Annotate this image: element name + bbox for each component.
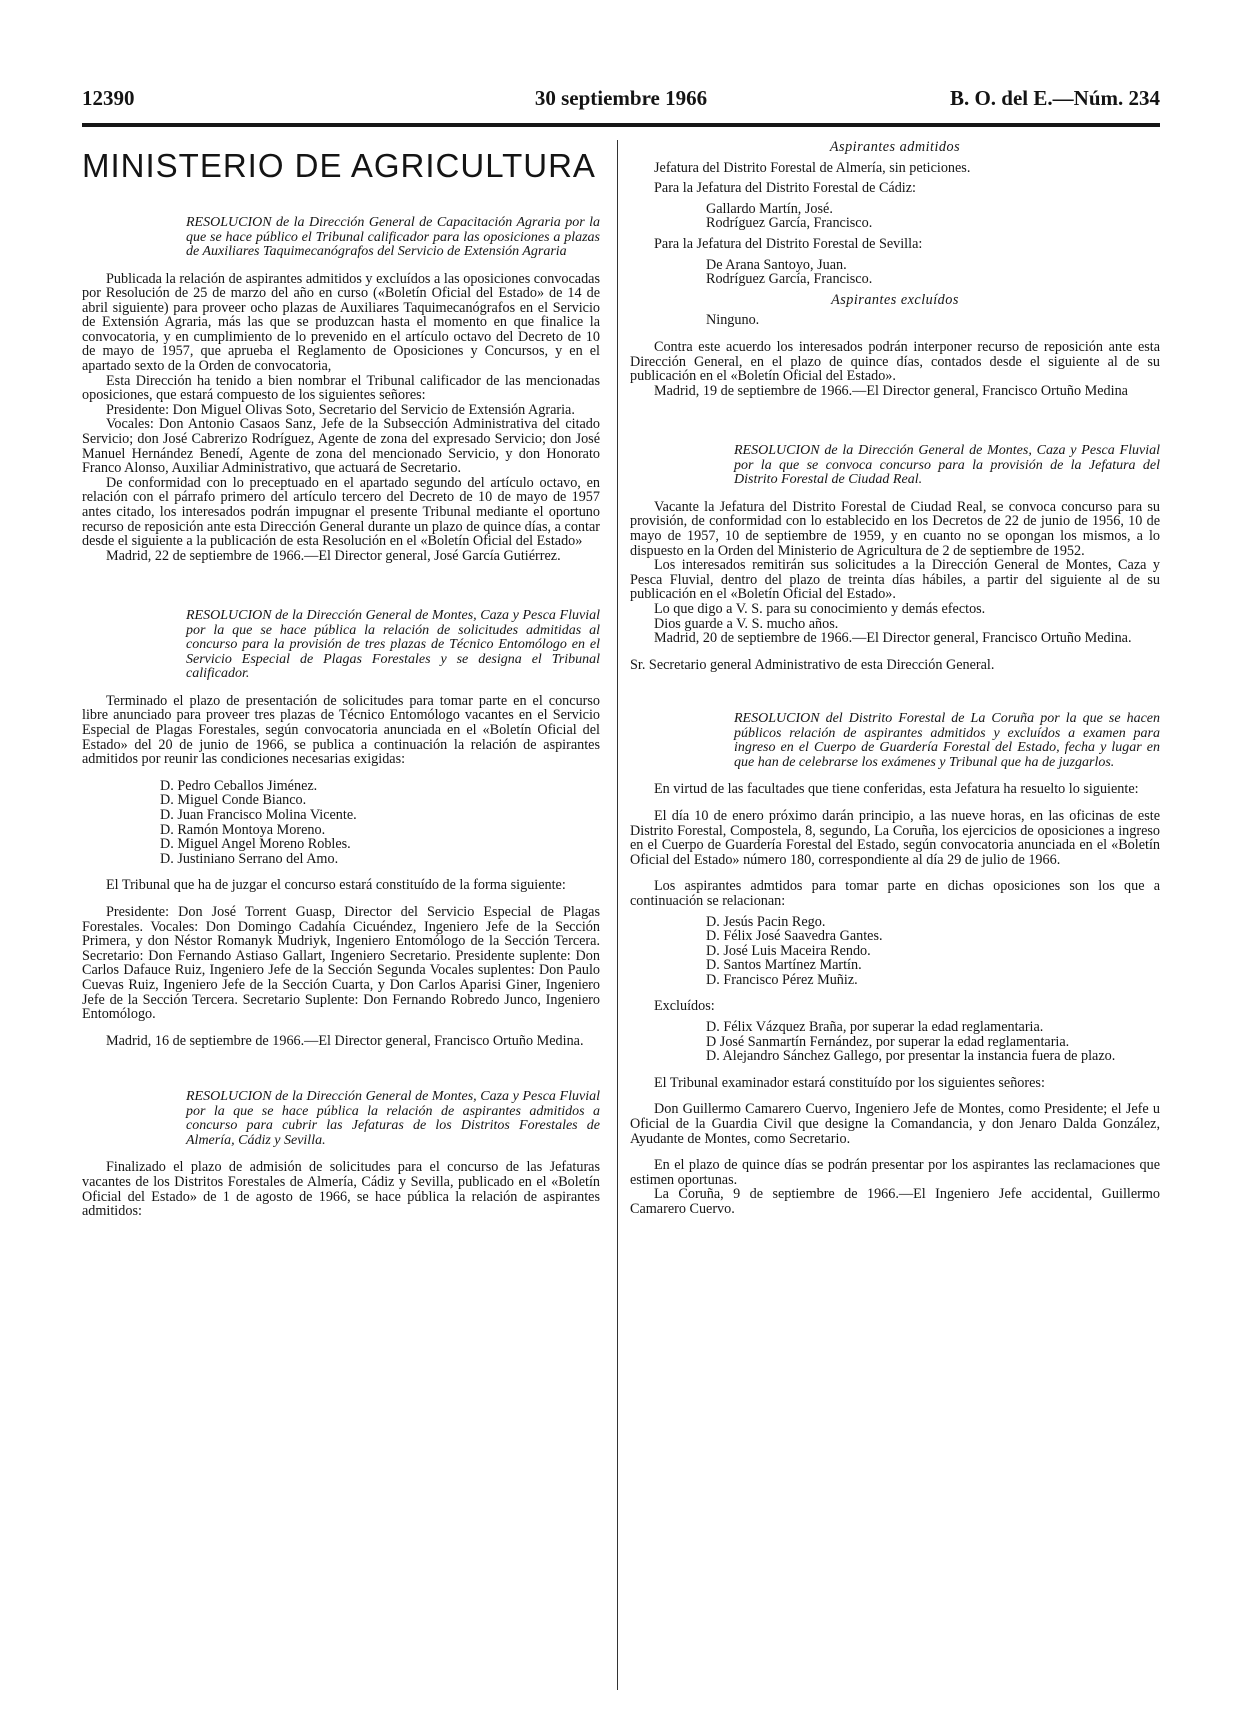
list-item: D. Justiniano Serrano del Amo. [160, 850, 339, 867]
paragraph: De conformidad con lo preceptuado en el apartado segundo del artículo octavo, en relación con el párrafo primero del artículo tercero del Decreto de 10 de mayo de 1957 antes citado, los interesados podrán impugnar el presente Tribunal mediante el oportuno recurso de reposición ante esta Dirección General durante un plazo de quince días, a contar desde el siguiente a la publicación de esta Resolución en el «Boletín Oficial del Estado» [82, 474, 600, 550]
list-item: D José Sanmartín Fernández, por superar la edad reglamentaria. [706, 1033, 1070, 1050]
list-item: De Arana Santoyo, Juan. [706, 256, 847, 273]
paragraph: Lo que digo a V. S. para su conocimiento y demás efectos. [654, 600, 986, 617]
paragraph: El día 10 de enero próximo darán principio, a las nueve horas, en las oficinas de este Distrito Forestal, Compostela, 8, segundo, La Coruña, los ejercicios de oposiciones a ingreso en el Cuerpo de Guardería Forestal del Estado, según convocatoria anunciada en el «Boletín Oficial del Estado» número 180, correspondiente al día 29 de julio de 1966. [630, 807, 1160, 868]
list-item: D. Alejandro Sánchez Gallego, por presentar la instancia fuera de plazo. [706, 1048, 1116, 1065]
list-item: D. José Luis Maceira Rendo. [706, 942, 871, 959]
paragraph: Vocales: Don Antonio Casaos Sanz, Jefe de la Subsección Administrativa del citado Servicio; don José Cabrerizo Rodríguez, Agente de zona del expresado Servicio; don José Manuel Hernández Benedí, Agente de zona del mencionado Servicio, y don Honorato Franco Alonso, Auxiliar Administrativo, que actuará de Secretario. [82, 416, 600, 477]
column-divider [617, 140, 618, 1690]
paragraph: Los aspirantes admtidos para tomar parte en dichas oposiciones son los que a continuación se relacionan: [630, 878, 1160, 909]
addressee-line: Sr. Secretario general Administrativo de esta Dirección General. [630, 656, 995, 673]
paragraph: Ninguno. [706, 312, 760, 329]
list-item: D. Félix Vázquez Braña, por superar la edad reglamentaria. [706, 1019, 1044, 1036]
paragraph: En virtud de las facultades que tiene conferidas, esta Jefatura ha resuelto lo siguiente: [654, 781, 1139, 798]
candidate-list [706, 258, 1160, 287]
paragraph: Jefatura del Distrito Forestal de Almería, sin peticiones. [654, 159, 971, 176]
list-item: Rodríguez García, Francisco. [706, 271, 873, 288]
list-item: D. Miguel Conde Bianco. [160, 792, 307, 809]
paragraph: Los interesados remitirán sus solicitudes a la Dirección General de Montes, Caza y Pesca Fluvial, dentro del plazo de treinta días hábiles, a partir del siguiente al de su publicación en el «Boletín Oficial del Estado». [630, 557, 1160, 603]
paragraph: Vacante la Jefatura del Distrito Forestal de Ciudad Real, se convoca concurso para su provisión, de conformidad con lo establecido en los Decretos de 22 de junio de 1956, 10 de mayo de 1957, 10 de septiembre de 1959, y en cuanto no se opongan los mismos, a lo dispuesto en la Orden del Ministerio de Agricultura de 2 de septiembre de 1952. [630, 498, 1160, 559]
resolution-heading: RESOLUCION de la Dirección General de Montes, Caza y Pesca Fluvial por la que se hace pública la relación de aspirantes admitidos a concurso para cubrir las Jefaturas de los Distritos Forestales de Almería, Cádiz y Sevilla. [186, 1089, 600, 1148]
paragraph: Contra este acuerdo los interesados podrán interponer recurso de reposición ante esta Dirección General, en el plazo de quince días, contados desde el siguiente al de su publicación en el «Boletín Oficial del Estado». [630, 338, 1160, 385]
admitted-list [706, 915, 1160, 988]
signature-line: Madrid, 16 de septiembre de 1966.—El Director general, Francisco Ortuño Medina. [106, 1032, 584, 1049]
list-item: D. Ramón Montoya Moreno. [160, 821, 326, 838]
paragraph: Dios guarde a V. S. mucho años. [654, 615, 839, 632]
paragraph: En el plazo de quince días se podrán presentar por los aspirantes las reclamaciones que estimen oportunas. [630, 1157, 1160, 1188]
list-item: D. Santos Martínez Martín. [706, 957, 862, 974]
list-item: Rodríguez García, Francisco. [706, 215, 873, 232]
candidate-list [706, 202, 1160, 231]
resolution-heading: RESOLUCION de la Dirección General de Montes, Caza y Pesca Fluvial por la que se hace pública la relación de solicitudes admitidas al concurso para la provisión de tres plazas de Técnico Entomólogo en el Servicio Especial de Plagas Forestales y se designa el Tribunal calificador. [186, 608, 600, 682]
excluded-list [706, 1020, 1160, 1064]
signature-line: Madrid, 22 de septiembre de 1966.—El Director general, José García Gutiérrez. [106, 547, 561, 564]
paragraph: Finalizado el plazo de admisión de solicitudes para el concurso de las Jefaturas vacantes de los Distritos Forestales de Almería, Cádiz y Sevilla, publicado en el «Boletín Oficial del Estado» de 1 de agosto de 1966, se hace pública la relación de aspirantes admitidos: [82, 1159, 600, 1220]
paragraph: Esta Dirección ha tenido a bien nombrar el Tribunal calificador de las mencionadas oposiciones, que estará compuesto de los siguientes señores: [82, 372, 600, 404]
paragraph: El Tribunal que ha de juzgar el concurso estará constituído de la forma siguiente: [106, 877, 566, 894]
list-item: D. Miguel Angel Moreno Robles. [160, 836, 351, 853]
left-column [82, 140, 600, 1219]
list-item: D. Jesús Pacin Rego. [706, 913, 826, 930]
right-column [630, 140, 1160, 1217]
signature-line: La Coruña, 9 de septiembre de 1966.—El Ingeniero Jefe accidental, Guillermo Camarero Cuervo. [630, 1186, 1160, 1217]
paragraph: El Tribunal examinador estará constituído por los siguientes señores: [654, 1074, 1045, 1091]
list-item: D. Francisco Pérez Muñiz. [706, 971, 858, 988]
list-item: D. Félix José Saavedra Gantes. [706, 928, 883, 945]
bulletin-number: B. O. del E.—Núm. 234 [949, 86, 1160, 110]
resolution-heading: RESOLUCION de la Dirección General de Capacitación Agraria por la que se hace público el Tribunal calificador para las oposiciones a plazas de Auxiliares Taquimecanógrafos del Servicio de Extensión Agraria [186, 215, 600, 259]
ministry-title: MINISTERIO DE AGRICULTURA [82, 147, 596, 184]
page-header [82, 86, 1160, 120]
paragraph: Terminado el plazo de presentación de solicitudes para tomar parte en el concurso libre anunciado para proveer tres plazas de Técnico Entomólogo vacantes en el Servicio Especial de Plagas Forestales, según convocatoria anunciada en el «Boletín Oficial del Estado» del 20 de junio de 1966, se publica a continuación la relación de aspirantes admitidos por reunir las condiciones necesarias exigidas: [82, 692, 600, 768]
issue-date: 30 septiembre 1966 [534, 86, 708, 110]
paragraph: Presidente: Don José Torrent Guasp, Director del Servicio Especial de Plagas Forestales. Vocales: Don Domingo Cadahía Cicuéndez, Ingeniero Jefe de la Sección Primera, y don Néstor Romanyk Mudriyk, Ingeniero Entomólogo de la Sección Tercera. Secretario: Don Fernando Astiaso Gallart, Ingeniero Secretario. Presidente suplente: Don Carlos Dafauce Ruiz, Ingeniero Jefe de la Sección Segunda Vocales suplentes: Don Paulo Cuevas Ruiz, Ingeniero Jefe de la Sección Cuarta, y Don Carlos Aparisi Giner, Ingeniero Jefe de la Sección Tercera. Secretario Suplente: Don Fernando Robredo Junco, Ingeniero Entomólogo. [82, 904, 600, 1023]
paragraph: Para la Jefatura del Distrito Forestal de Cádiz: [654, 180, 916, 197]
list-item: D. Pedro Ceballos Jiménez. [160, 777, 318, 794]
page-number: 12390 [82, 86, 135, 110]
header-rule [82, 123, 1160, 127]
excluded-label: Excluídos: [654, 998, 715, 1015]
signature-line: Madrid, 19 de septiembre de 1966.—El Director general, Francisco Ortuño Medina [654, 382, 1128, 399]
paragraph: Para la Jefatura del Distrito Forestal de Sevilla: [654, 235, 923, 252]
resolution-heading: RESOLUCION del Distrito Forestal de La Coruña por la que se hacen públicos relación de aspirantes admitidos y excluídos a examen para ingreso en el Cuerpo de Guardería Forestal del Estado, fecha y lugar en que han de celebrarse los exámenes y Tribunal que ha de juzgarlos. [734, 711, 1160, 770]
paragraph: Publicada la relación de aspirantes admitidos y excluídos a las oposiciones convocadas por Resolución de 25 de marzo del año en curso («Boletín Oficial del Estado» de 14 de abril siguiente) para proveer ocho plazas de Auxiliares Taquimecanógrafos en el Servicio de Extensión Agraria, más las que se produzcan hasta el momento en que finalice la convocatoria, y en cumplimiento de lo prevenido en el artículo octavo del Decreto de 10 de mayo de 1957, que aprueba el Reglamento de Oposiciones y Concursos, y en el apartado sexto de la Orden de convocatoria, [82, 270, 600, 375]
resolution-heading: RESOLUCION de la Dirección General de Montes, Caza y Pesca Fluvial por la que se convoca concurso para la provisión de la Jefatura del Distrito Forestal de Ciudad Real. [734, 443, 1160, 488]
paragraph: Presidente: Don Miguel Olivas Soto, Secretario del Servicio de Extensión Agraria. [106, 401, 575, 418]
subheading: Aspirantes excluídos [831, 291, 959, 308]
list-item: Gallardo Martín, José. [706, 200, 833, 217]
admitted-list [160, 779, 600, 867]
subheading: Aspirantes admitidos [829, 139, 961, 155]
paragraph: Don Guillermo Camarero Cuervo, Ingeniero Jefe de Montes, como Presidente; el Jefe u Oficial de la Guardia Civil que designe la Comandancia, y don Jenaro Dalda González, Ayudante de Montes, como Secretario. [630, 1101, 1160, 1147]
signature-line: Madrid, 20 de septiembre de 1966.—El Director general, Francisco Ortuño Medina. [654, 630, 1132, 647]
list-item: D. Juan Francisco Molina Vicente. [160, 807, 357, 824]
